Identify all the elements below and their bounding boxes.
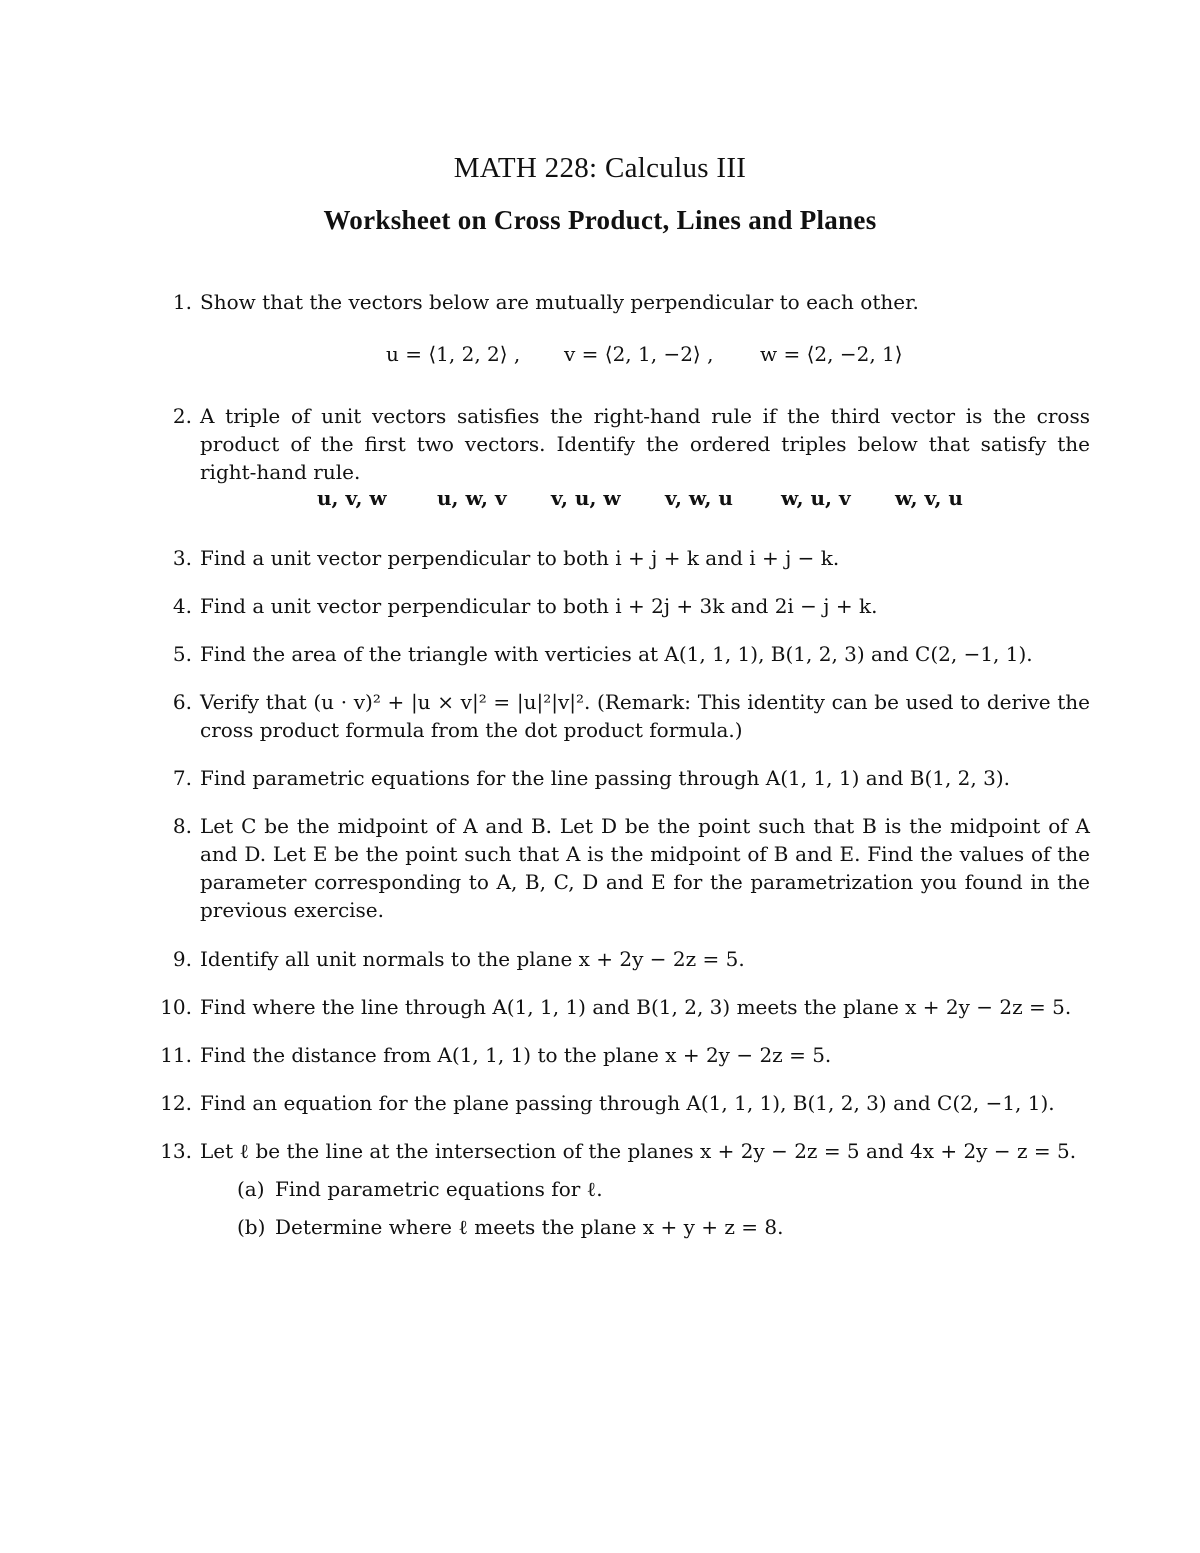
problem-number: 4. bbox=[172, 594, 192, 618]
course-title: MATH 228: Calculus III bbox=[453, 152, 747, 184]
triple-3: v, u, w bbox=[551, 486, 621, 510]
triple-5: w, u, v bbox=[781, 486, 851, 510]
problem-5 bbox=[172, 640, 1090, 668]
problem-text: Find the area of the triangle with verticies at A(1, 1, 1), B(1, 2, 3) and C(2, −1, 1). bbox=[200, 642, 1033, 666]
problem-1 bbox=[172, 288, 1090, 316]
problem-text: Let ℓ be the line at the intersection of the planes x + 2y − 2z = 5 and 4x + 2y − z = 5. bbox=[200, 1139, 1077, 1163]
subpart-label: (b) bbox=[237, 1215, 266, 1239]
problem-number: 9. bbox=[172, 947, 192, 971]
vector-v: v = ⟨2, 1, −2⟩ , bbox=[564, 342, 714, 366]
problem-11 bbox=[160, 1041, 1090, 1069]
vector-w: w = ⟨2, −2, 1⟩ bbox=[760, 342, 903, 366]
problem-13 bbox=[160, 1137, 1090, 1165]
problem-6 bbox=[172, 688, 1090, 744]
triple-6: w, v, u bbox=[895, 486, 963, 510]
problem-number: 13. bbox=[160, 1139, 192, 1163]
problem-9 bbox=[172, 945, 1090, 973]
problem-8 bbox=[172, 812, 1090, 924]
problem-2 bbox=[172, 402, 1090, 486]
problem-number: 1. bbox=[172, 290, 192, 314]
problem-number: 11. bbox=[160, 1043, 192, 1067]
problem-number: 7. bbox=[172, 766, 192, 790]
problem-text: Verify that (u · v)² + |u × v|² = |u|²|v|². (Remark: This identity can be used to derive the cross product formula from the dot product formula.) bbox=[200, 690, 1090, 742]
subpart-a bbox=[237, 1175, 1097, 1203]
problem-text: Identify all unit normals to the plane x + 2y − 2z = 5. bbox=[200, 947, 745, 971]
problem-text: Find where the line through A(1, 1, 1) and B(1, 2, 3) meets the plane x + 2y − 2z = 5. bbox=[200, 995, 1072, 1019]
subpart-label: (a) bbox=[237, 1177, 265, 1201]
problem-text: A triple of unit vectors satisfies the right-hand rule if the third vector is the cross product of the first two vectors. Identify the ordered triples below that satisfy the right-hand rule. bbox=[200, 404, 1090, 484]
problem-number: 12. bbox=[160, 1091, 192, 1115]
problem-number: 8. bbox=[172, 814, 192, 838]
subpart-b bbox=[237, 1213, 1097, 1241]
subpart-text: Determine where ℓ meets the plane x + y + z = 8. bbox=[275, 1215, 784, 1239]
problem-4 bbox=[172, 592, 1090, 620]
problem-3 bbox=[172, 544, 1090, 572]
vector-u: u = ⟨1, 2, 2⟩ , bbox=[386, 342, 521, 366]
worksheet-title: Worksheet on Cross Product, Lines and Planes bbox=[323, 205, 877, 235]
problem-text: Find parametric equations for the line passing through A(1, 1, 1) and B(1, 2, 3). bbox=[200, 766, 1011, 790]
problem-7 bbox=[172, 764, 1090, 792]
problem-number: 10. bbox=[160, 995, 192, 1019]
problem-text: Find a unit vector perpendicular to both i + 2j + 3k and 2i − j + k. bbox=[200, 594, 878, 618]
problem-number: 6. bbox=[172, 690, 192, 714]
problem-number: 2. bbox=[172, 404, 192, 428]
triple-2: u, w, v bbox=[437, 486, 507, 510]
problem-12 bbox=[160, 1089, 1090, 1117]
problem-text: Show that the vectors below are mutually perpendicular to each other. bbox=[200, 290, 919, 314]
problem-text: Find the distance from A(1, 1, 1) to the plane x + 2y − 2z = 5. bbox=[200, 1043, 832, 1067]
problem-number: 5. bbox=[172, 642, 192, 666]
problem-text: Find a unit vector perpendicular to both i + j + k and i + j − k. bbox=[200, 546, 840, 570]
problem-number: 3. bbox=[172, 546, 192, 570]
subpart-text: Find parametric equations for ℓ. bbox=[275, 1177, 603, 1201]
problem-10 bbox=[160, 993, 1090, 1021]
problem-text: Let C be the midpoint of A and B. Let D be the point such that B is the midpoint of A and D. Let E be the point such that A is the midpoint of B and E. Find the values of the parameter corresponding to A, B, C, D and E for the parametrization you found in the previous exercise. bbox=[200, 814, 1090, 922]
problem-text: Find an equation for the plane passing through A(1, 1, 1), B(1, 2, 3) and C(2, −1, 1). bbox=[200, 1091, 1055, 1115]
triple-1: u, v, w bbox=[317, 486, 387, 510]
triple-4: v, w, u bbox=[665, 486, 733, 510]
